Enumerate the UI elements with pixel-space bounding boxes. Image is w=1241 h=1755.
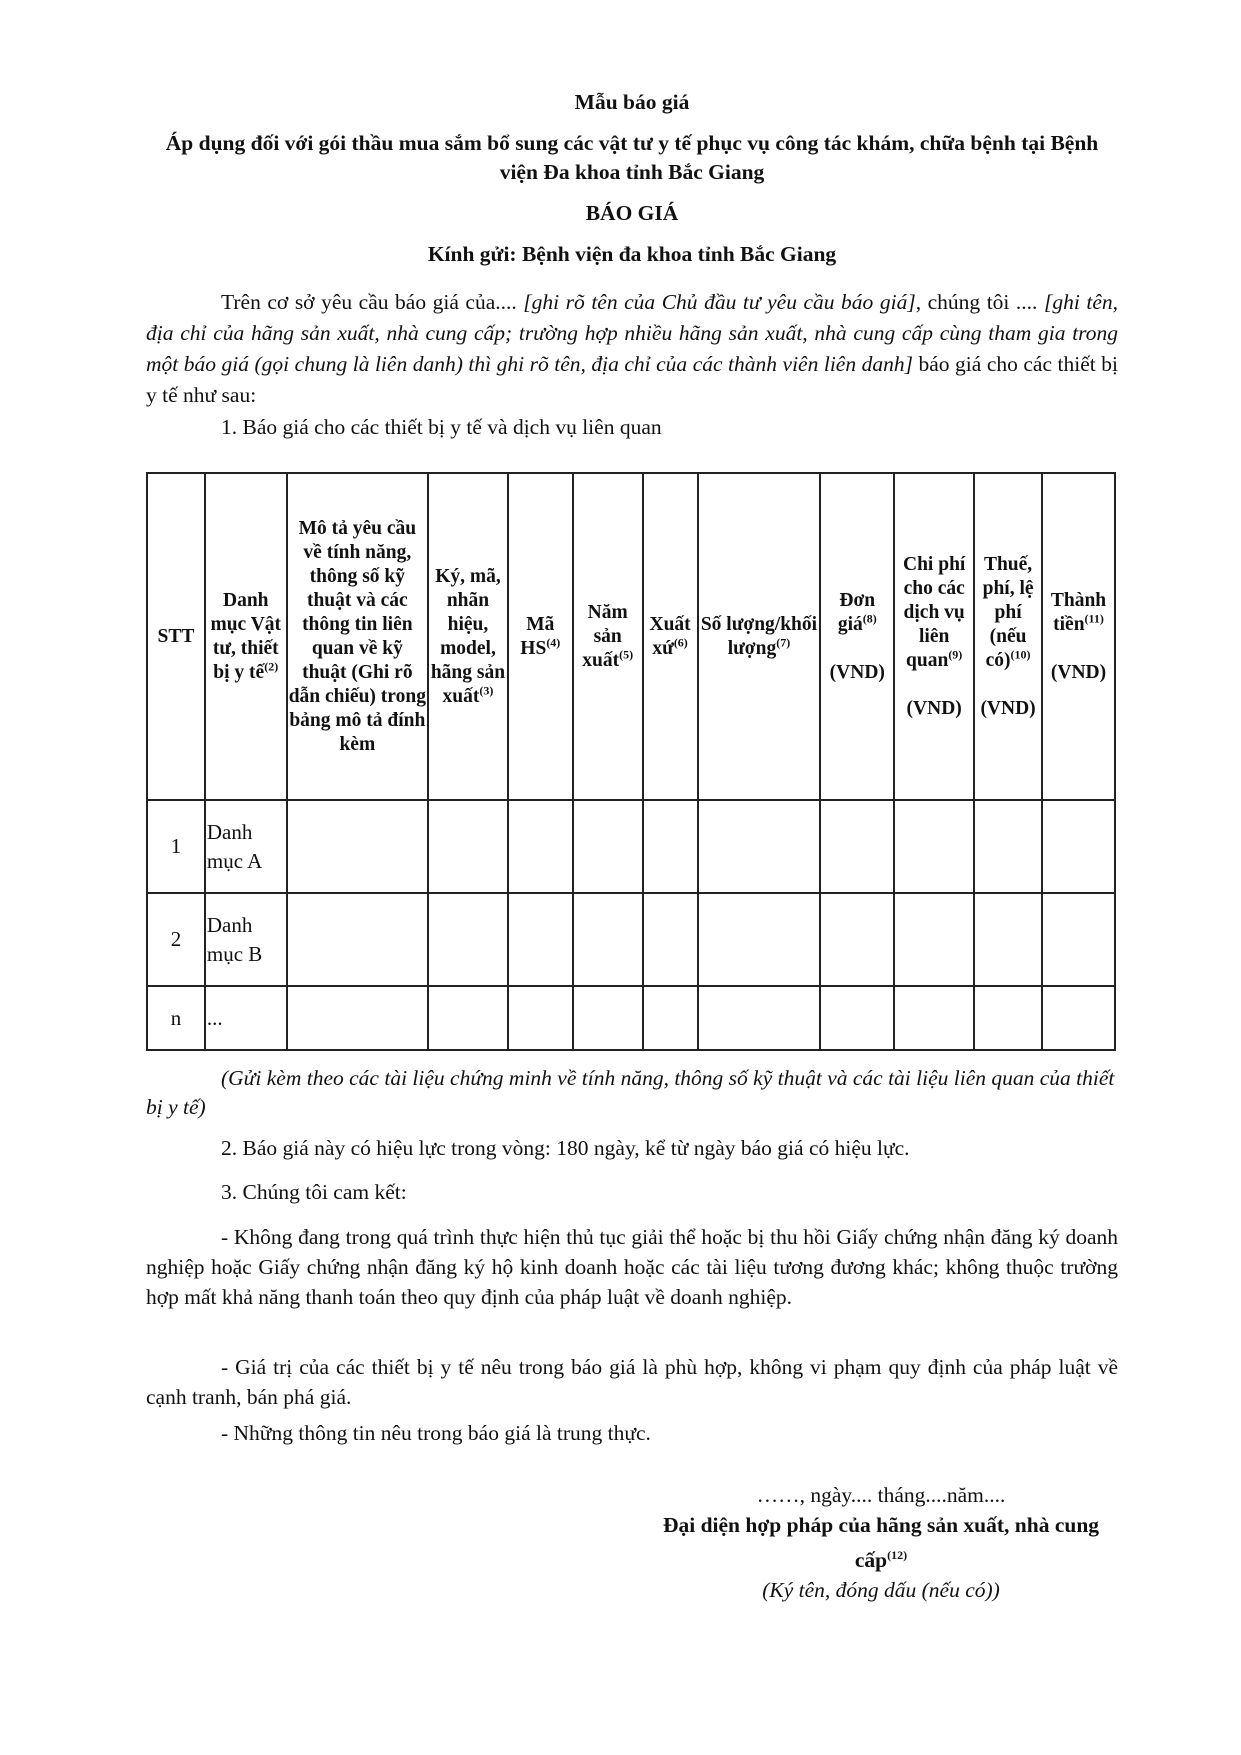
header-so-luong: Số lượng/khối lượng$^{(7)}$ [698,473,821,800]
doc-title: BÁO GIÁ [585,201,679,225]
row-stt: 1 [147,800,205,893]
intro-part3: , chúng tôi .... [915,290,1044,314]
row-stt: n [147,986,205,1050]
recipient: Kính gửi: Bệnh viện đa khoa tỉnh Bắc Giang [427,242,837,266]
row-danh-muc: Danh mục A [205,800,287,893]
row-danh-muc: ... [205,986,287,1050]
commitment-2: - Giá trị của các thiết bị y tế nêu trong báo giá là phù hợp, không vi phạm quy định của pháp luật về cạnh tranh, bán phá giá. [146,1355,1118,1409]
header-ky-ma: Ký, mã, nhãn hiệu, model, hãng sản xuất$^{(3)}$ [428,473,508,800]
header-don-gia: Đơn giá$^{(8)}$ (VND) [820,473,894,800]
header-thue: Thuế, phí, lệ phí (nếu có)$^{(10)}$ (VND) [974,473,1042,800]
section-1: 1. Báo giá cho các thiết bị y tế và dịch vụ liên quan [221,415,662,439]
section-3: 3. Chúng tôi cam kết: [221,1180,407,1204]
date-line: ……, ngày.... tháng....năm.... [756,1483,1006,1507]
row-danh-muc: Danh mục B [205,893,287,986]
header-ma-hs: Mã HS$^{(4)}$ [508,473,573,800]
header-xuat-xu: Xuất xứ$^{(6)}$ [643,473,698,800]
commitment-1: - Không đang trong quá trình thực hiện thủ tục giải thể hoặc bị thu hồi Giấy chứng nhận đăng ký doanh nghiệp hoặc Giấy chứng nhận đăng ký hộ kinh doanh hoặc các tài liệu tương đương khác; không thuộc trường hợp mất khả năng thanh toán theo quy định của pháp luật về doanh nghiệp. [146,1225,1118,1309]
header-thanh-tien: Thành tiền$^{(11)}$ (VND) [1042,473,1115,800]
header-stt: STT [147,473,205,800]
table-row [147,800,1115,893]
intro-part4: [ghi tên, địa chỉ của hãng sản xuất, nhà cung cấp; trường hợp nhiều hãng sản xuất, nhà cung cấp cùng tham gia trong một báo giá (gọi chung là liên danh) thì ghi rõ tên, địa chỉ của các thành viên liên danh] [146,290,1118,376]
header-chi-phi: Chi phí cho các dịch vụ liên quan$^{(9)}$ (VND) [894,473,974,800]
table-header-row [147,473,1115,800]
table-row [147,893,1115,986]
signature-block [646,1480,1116,1605]
intro-part2: [ghi rõ tên của Chủ đầu tư yêu cầu báo giá] [523,290,916,314]
representative-title: Đại diện hợp pháp của hãng sản xuất, nhà cung cấp$^{(12)}$ [662,1513,1100,1573]
intro-part5: báo giá cho các thiết bị y tế như sau: [146,352,1118,407]
form-title: Mẫu báo giá [574,90,690,114]
header-mo-ta: Mô tả yêu cầu về tính năng, thông số kỹ thuật và các thông tin liên quan về kỹ thuật (Ghi rõ dẫn chiếu) trong bảng mô tả đính kèm [287,473,428,800]
header-nam-sx: Năm sản xuất$^{(5)}$ [573,473,643,800]
intro-part1: Trên cơ sở yêu cầu báo giá của.... [221,290,524,314]
commitment-3: - Những thông tin nêu trong báo giá là trung thực. [221,1421,651,1445]
intro-paragraph [146,287,1118,411]
document-page [146,82,1118,1603]
table-row [147,986,1115,1050]
signature-note: (Ký tên, đóng dấu (nếu có)) [762,1578,1000,1603]
quotation-table [146,472,1116,1051]
header-danh-muc: Danh mục Vật tư, thiết bị y tế$^{(2)}$ [205,473,287,800]
row-stt: 2 [147,893,205,986]
subject-heading: Áp dụng đối với gói thầu mua sắm bổ sung các vật tư y tế phục vụ công tác khám, chữa bệnh tại Bệnh viện Đa khoa tỉnh Bắc Giang [165,131,1099,184]
section-2: 2. Báo giá này có hiệu lực trong vòng: 180 ngày, kể từ ngày báo giá có hiệu lực. [221,1136,910,1160]
attachment-note: (Gửi kèm theo các tài liệu chứng minh về tính năng, thông số kỹ thuật và các tài liệu liên quan của thiết bị y tế) [146,1066,1115,1119]
